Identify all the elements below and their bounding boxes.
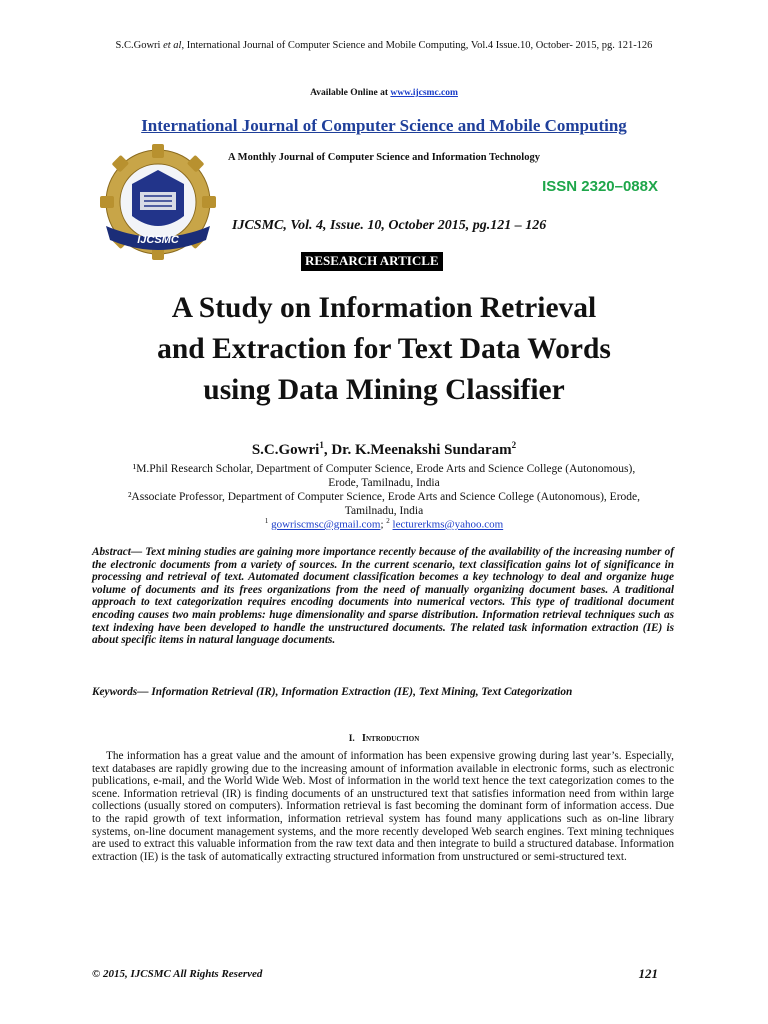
running-head-author: S.C.Gowri xyxy=(115,40,161,51)
journal-website-link[interactable]: www.ijcsmc.com xyxy=(390,88,458,98)
journal-subtitle: A Monthly Journal of Computer Science and Information Technology xyxy=(228,152,540,163)
running-head xyxy=(0,40,768,51)
section-number: I. xyxy=(348,734,355,744)
author-list xyxy=(0,440,768,459)
copyright: © 2015, IJCSMC All Rights Reserved xyxy=(92,968,263,980)
author-1: S.C.Gowri xyxy=(251,442,320,458)
author-1-marker: 1 xyxy=(319,440,324,450)
intro-paragraph: The information has a great value and the amount of information has been expensive growing during last year’s. Especially, text databases are rapidly growing due to the increasing amount of information available in electronic forms, such as electronic publications, e-mail, and the World Wide Web. Most of information in the world text hence the text categorization comes to the scene. Information retrieval (IR) is finding documents of an unstructured text that satisfies information need from within large collections (usually stored on computers). Information retrieval is fast becoming the dominant form of information access. Due to the rapid growth of text information, information retrieval system has found many applications such as on-line library systems, on-line document management systems, and the more recently developed Web search engines. Text mining techniques are used to extract this valuable information from the raw text data and then integrate to build a structured database. Information extraction (IE) is the task of automatically extracting structured information from unstructured or semi-structured text. xyxy=(92,750,674,863)
available-label: Available Online at xyxy=(310,88,389,98)
email-link-2[interactable]: lecturerkms@yahoo.com xyxy=(392,518,504,531)
issue-citation: IJCSMC, Vol. 4, Issue. 10, October 2015, pg.121 – 126 xyxy=(232,218,547,233)
issn-number: ISSN 2320–088X xyxy=(542,178,658,195)
author-2-marker: 2 xyxy=(511,440,517,450)
keywords xyxy=(92,686,674,698)
title-line-2: and Extraction for Text Data Words xyxy=(157,333,611,365)
affiliation-2: ²Associate Professor, Department of Computer Science, Erode Arts and Science College (Autonomous), Erode, Tamilnadu, India xyxy=(127,491,641,517)
abstract-text: Text mining studies are gaining more importance recently because of the availability of the increasing number of the electronic documents from a variety of sources. In the current scenario, text classification gains lot of significance in processing and retrieval of text. Automated document classification becomes a key technology to deal and organize huge volume of documents and its frees organizations from the need of manually organizing document bases. A traditional approach to text categorization requires encoding documents into numerical vectors. This type of traditional document encoding causes two main problems: huge dimensionality and sparse distribution. Information retrieval techniques such as text indexing have been developed to handle the unstructured documents. The related task information extraction (IE) is about specific items in natural language documents. xyxy=(92,546,674,647)
affiliation-1: ¹M.Phil Research Scholar, Department of Computer Science, Erode Arts and Science College (Autonomous), Erode, Tamilnadu, India xyxy=(132,463,636,489)
running-head-citation: , International Journal of Computer Science and Mobile Computing, Vol.4 Issue.10, October- 2015, pg. 121-126 xyxy=(181,40,653,51)
journal-name: International Journal of Computer Science and Mobile Computing xyxy=(141,116,627,135)
keywords-text: Information Retrieval (IR), Information Extraction (IE), Text Mining, Text Categorization xyxy=(148,686,573,698)
available-online xyxy=(0,88,768,98)
author-2: Dr. K.Meenakshi Sundaram xyxy=(331,442,512,458)
section-heading xyxy=(0,733,768,744)
abstract-label: Abstract— xyxy=(92,546,143,558)
running-head-etal: et al xyxy=(163,40,182,51)
email-link-1[interactable]: gowriscmsc@gmail.com xyxy=(271,518,381,531)
section-title: Introduction xyxy=(361,733,420,744)
email-separator: ; xyxy=(380,518,384,531)
paper-title xyxy=(0,288,768,411)
title-line-3: using Data Mining Classifier xyxy=(203,374,565,406)
journal-logo xyxy=(92,140,224,272)
title-line-1: A Study on Information Retrieval xyxy=(171,292,597,324)
abstract xyxy=(92,546,674,647)
email-2-marker: 2 xyxy=(386,517,390,525)
email-1-marker: 1 xyxy=(264,517,269,525)
svg-text:IJCSMC: IJCSMC xyxy=(137,234,179,246)
article-type-badge: RESEARCH ARTICLE xyxy=(301,252,443,271)
keywords-label: Keywords— xyxy=(92,686,149,698)
gear-crest-icon xyxy=(92,140,224,272)
author-emails xyxy=(0,517,768,531)
page-number: 121 xyxy=(638,966,658,981)
author-separator: , xyxy=(323,442,332,458)
